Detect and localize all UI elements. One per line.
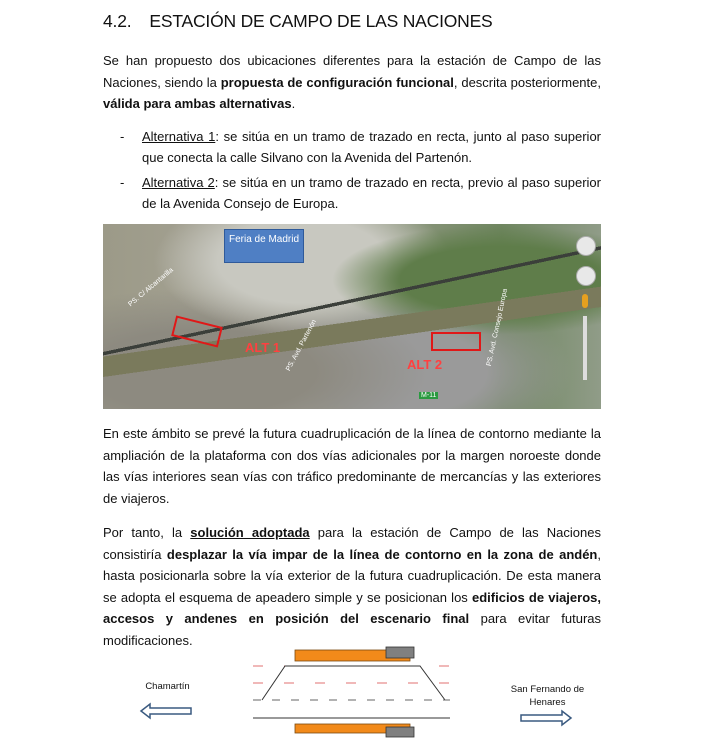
- section-title: ESTACIÓN DE CAMPO DE LAS NACIONES: [149, 11, 493, 31]
- building-top: [386, 647, 414, 658]
- alt2-label: ALT 2: [407, 357, 443, 372]
- road-label: PS. Avd. Partenón: [285, 318, 319, 373]
- alt1-label: ALT 1: [245, 340, 281, 355]
- arrow-left-icon: [141, 704, 191, 718]
- arrow-right-icon: [521, 711, 571, 725]
- direction-label-left: Chamartín: [145, 681, 190, 692]
- section-number: 4.2.: [103, 11, 132, 31]
- direction-label-right: San Fernando de Henares: [510, 684, 585, 708]
- paragraph-solution: Por tanto, la solución adoptada para la estación de Campo de las Naciones consistiría desplazar la vía impar de la línea de contorno en la zona de andén, hasta posicionarla sobre la vía exterior de la futura cuadruplicación. De esta manera se adopta el esquema de apeadero simple y se posicionan los edificios de viajeros, accesos y andenes en posición del escenario final para evitar futuras modificaciones.: [103, 525, 602, 648]
- road-label: PS. Avd. Consejo Europa: [485, 288, 510, 367]
- list-item: - Alternativa 2: se sitúa en un tramo de trazado en recta, previo al paso superior de la Avenida Consejo de Europa.: [120, 175, 601, 211]
- list-item: - Alternativa 1: se sitúa en un tramo de trazado en recta, junto al paso superior que conecta la calle Silvano con la Avenida del Partenón.: [120, 129, 601, 165]
- paragraph-context: En este ámbito se prevé la futura cuadruplicación de la línea de contorno mediante la ampliación de la plataforma con dos vías adicionales por la margen noroeste donde las vías interiores sean vías con tráfico predominante de mercancías y las exteriores de viajeros.: [103, 426, 601, 506]
- map-label-feria: Feria de Madrid: [224, 229, 304, 263]
- road-sign: M-11: [421, 392, 437, 399]
- building-bottom: [386, 727, 414, 737]
- road-label: PS. C/ Alcantarilla: [127, 266, 175, 309]
- paragraph-intro: Se han propuesto dos ubicaciones diferentes para la estación de Campo de las Naciones, siendo la propuesta de configuración funcional, descrita posteriormente, válida para ambas alternativas.: [103, 53, 601, 111]
